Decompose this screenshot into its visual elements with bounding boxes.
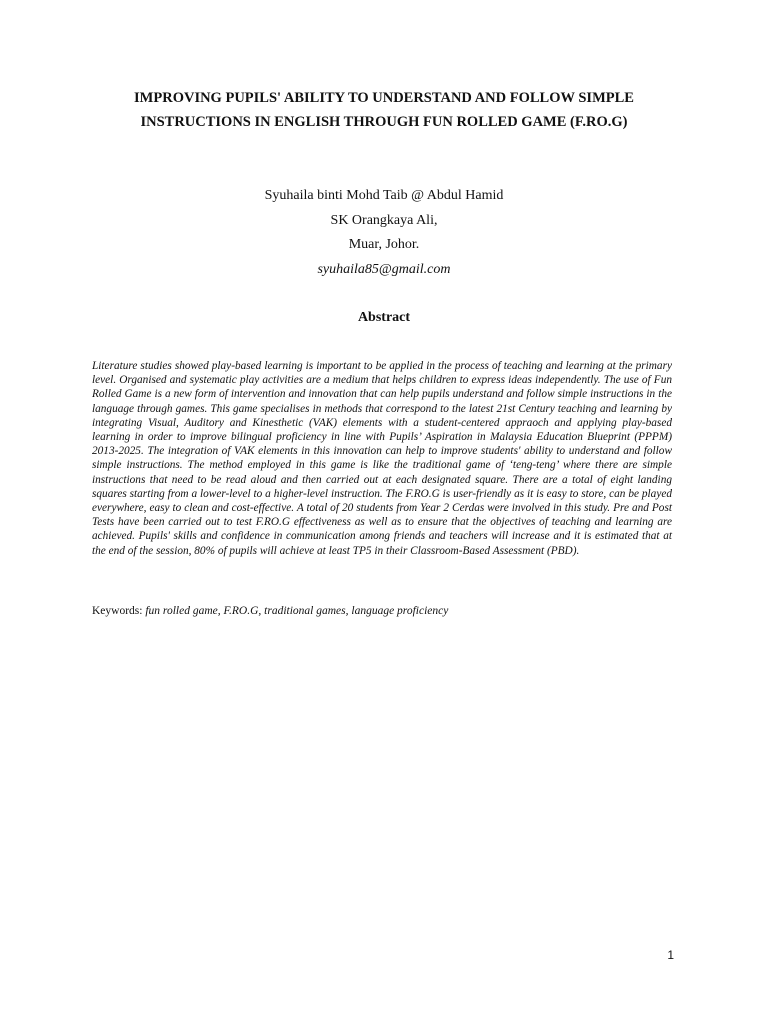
paper-title-line-1: IMPROVING PUPILS' ABILITY TO UNDERSTAND AND FOLLOW SIMPLE (134, 90, 634, 106)
page-number: 1 (667, 948, 674, 962)
author-email: syuhaila85@gmail.com (317, 261, 451, 277)
keywords-line (92, 604, 676, 619)
abstract-body: Literature studies showed play-based learning is important to be applied in the process of teaching and learning at the primary level. Organised and systematic play activities are a medium that helps children to express ideas independently. The use of Fun Rolled Game is a new form of intervention and innovation that can help pupils understand and follow simple instructions in the language through games. This game specialises in methods that correspond to the latest 21st Century teaching and learning by integrating Visual, Auditory and Kinesthetic (VAK) elements with a student-centered appraoch and applying play-based learning in order to improve bilingual proficiency in line with Pupils’ Aspiration in Malaysia Education Blueprint (PPPM) 2013-2025. The integration of VAK elements in this innovation can help to improve students' ability to understand and follow simple instructions. The method employed in this game is like the traditional game of ‘teng-teng’ where there are simple instructions that need to be read aloud and then carried out at each designated square. There are a total of eight landing squares starting from a lower-level to a higher-level instruction. The F.RO.G is user-friendly as it is easy to store, can be played everywhere, easy to clean and cost-effective. A total of 20 students from Year 2 Cerdas were involved in this study. Pre and Post Tests have been carried out to test F.RO.G effectiveness as well as to ensure that the objectives of teaching and learning are achieved. Pupils' skills and confidence in communication among friends and teachers will increase and it is estimated that at the end of the session, 80% of pupils will achieve at least TP5 in their Classroom-Based Assessment (PBD). (92, 360, 672, 557)
keywords-values: fun rolled game, F.RO.G, traditional games, language proficiency (145, 605, 449, 617)
paper-title-line-2: INSTRUCTIONS IN ENGLISH THROUGH FUN ROLLED GAME (F.RO.G) (140, 114, 628, 130)
paper-title (92, 86, 676, 134)
author-school: SK Orangkaya Ali, (330, 212, 438, 228)
abstract-heading: Abstract (357, 310, 411, 325)
author-block (92, 184, 676, 282)
author-location: Muar, Johor. (348, 237, 420, 252)
author-name: Syuhaila binti Mohd Taib @ Abdul Hamid (264, 188, 504, 203)
keywords-label: Keywords: (92, 605, 146, 617)
